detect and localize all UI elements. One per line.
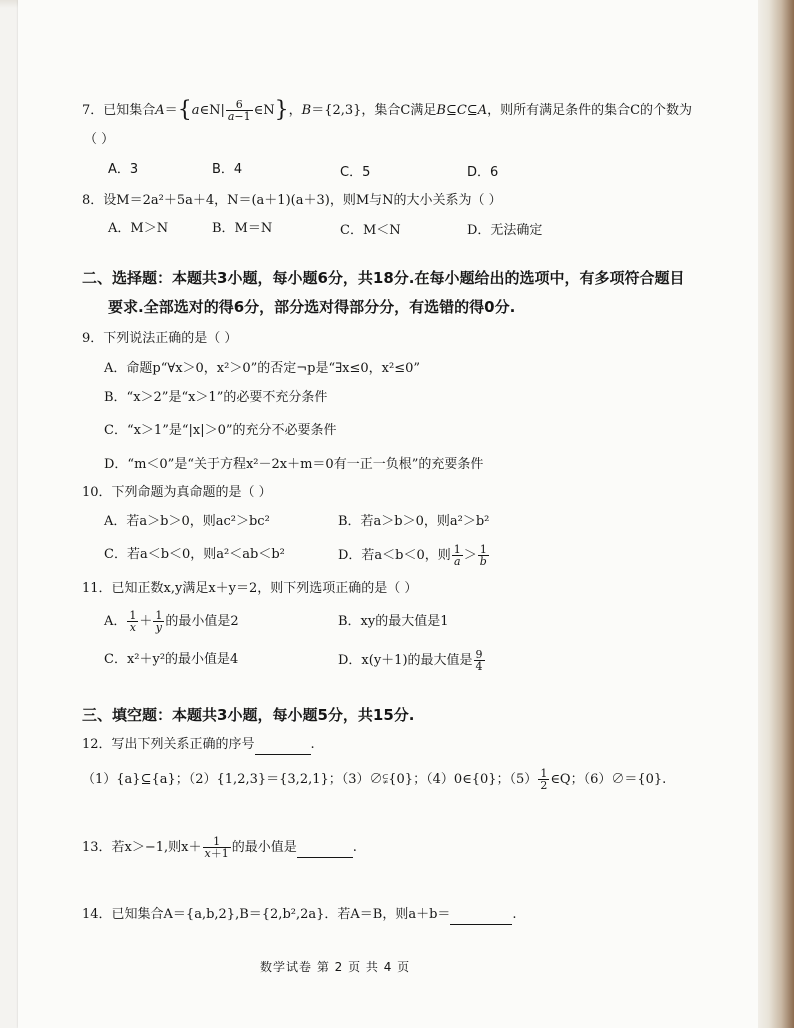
q12-items: （1）{a}⊆{a}；（2）{1,2,3}＝{3,2,1}；（3）∅⫋{0}；（4）0∈{0}；（5） $\frac{1}{2}$ ∈Q；（6）∅＝{0}.: [82, 767, 667, 792]
q11-option-a: A． $\frac{1}{x}$ ＋ $\frac{1}{y}$ 的最小值是2: [104, 609, 239, 634]
q14-stem-text: 14．已知集合A＝{a,b,2},B＝{2,b²,2a}．若A＝B，则a＋b＝: [82, 907, 451, 922]
q7-stem-mid1: ，: [288, 103, 302, 118]
q14-answer-blank[interactable]: [450, 906, 512, 925]
q10-stem: 10．下列命题为真命题的是（ ）: [82, 485, 272, 500]
q9-stem: 9．下列说法正确的是（ ）: [82, 331, 238, 346]
q9-option-c: C．“x＞1”是“|x|＞0”的充分不必要条件: [104, 423, 337, 438]
q8-option-c: C．M＜N: [340, 223, 401, 238]
q14-stem: 14．已知集合A＝{a,b,2},B＝{2,b²,2a}．若A＝B，则a＋b＝ .: [82, 906, 517, 925]
q10-option-a: A．若a＞b＞0，则ac²＞bc²: [104, 514, 270, 529]
q13-stem: 13．若x＞−1,则x＋ $\frac{1}{x+1}$ 的最小值是 .: [82, 835, 357, 860]
q8-option-b: B．M＝N: [212, 221, 273, 236]
q7-stem: 7．已知集合A＝{a∈N| $\frac{6}{a-1}$ ∈N}，B＝{2,3}，集合C满足B⊆C⊆A，则所有满足条件的集合C的个数为: [82, 97, 693, 123]
section2-title-line2: 要求.全部选对的得6分，部分选对得部分分，有选错的得0分.: [108, 298, 516, 316]
q10-option-d-text: D．若a＜b＜0，则: [338, 548, 451, 563]
q11-option-d: D．x(y＋1)的最大值是 $\frac{9}{4}$: [338, 648, 483, 673]
q11-option-a-text: 的最小值是2: [165, 614, 239, 629]
q12-items-text: （1）{a}⊆{a}；（2）{1,2,3}＝{3,2,1}；（3）∅⫋{0}；（4）0∈{0}；（5）: [82, 772, 538, 787]
scan-right-edge: [758, 0, 794, 1028]
q10-option-c: C．若a＜b＜0，则a²＜ab＜b²: [104, 547, 285, 562]
q8-option-a: A．M＞N: [108, 221, 169, 236]
page-footer: 数学试卷 第 2 页 共 4 页: [260, 960, 411, 974]
q13-stem-suffix: 的最小值是: [231, 840, 297, 855]
q12-items-tail: ∈Q；（6）∅＝{0}.: [550, 772, 667, 787]
q7-stem-prefix: 7．已知集合: [82, 103, 156, 118]
q8-stem: 8．设M＝2a²＋5a＋4，N＝(a＋1)(a＋3)，则M与N的大小关系为（ ）: [82, 193, 502, 208]
q12-stem-text: 12．写出下列关系正确的序号: [82, 737, 255, 752]
q11-option-b: B．xy的最大值是1: [338, 614, 449, 629]
q9-option-a: A．命题p“∀x＞0，x²＞0”的否定¬p是“∃x≤0，x²≤0”: [104, 361, 421, 376]
q9-option-d: D．“m＜0”是“关于方程x²－2x＋m＝0有一正一负根”的充要条件: [104, 457, 484, 472]
q13-stem-prefix: 13．若x＞−1,则x＋: [82, 840, 202, 855]
q9-option-b: B．“x＞2”是“x＞1”的必要不充分条件: [104, 390, 328, 405]
q11-option-c: C．x²＋y²的最小值是4: [104, 652, 239, 667]
q11-stem: 11．已知正数x,y满足x＋y＝2，则下列选项正确的是（ ）: [82, 581, 418, 596]
section3-title: 三、填空题：本题共3小题，每小题5分，共15分.: [82, 706, 415, 724]
q12-stem: 12．写出下列关系正确的序号 .: [82, 736, 315, 755]
q10-option-d: D．若a＜b＜0，则 $\frac{1}{a}$ ＞ $\frac{1}{b}$: [338, 543, 487, 568]
q7-option-d: D．6: [467, 165, 499, 180]
q7-paren: （ ）: [84, 132, 115, 147]
q7-option-c: C．5: [340, 165, 371, 180]
q12-answer-blank[interactable]: [255, 736, 311, 755]
q7-option-a: A．3: [108, 162, 139, 177]
section2-title: 二、选择题：本题共3小题，每小题6分，共18分.在每小题给出的选项中，有多项符合题目: [82, 269, 685, 287]
q7-stem-mid2: ，集合C满足: [361, 103, 437, 118]
q8-option-d: D．无法确定: [467, 223, 543, 238]
q10-option-b: B．若a＞b＞0，则a²＞b²: [338, 514, 490, 529]
q7-option-b: B．4: [212, 162, 243, 177]
q7-stem-suffix: ，则所有满足条件的集合C的个数为: [487, 103, 693, 118]
q11-option-d-text: D．x(y＋1)的最大值是: [338, 653, 473, 668]
q13-answer-blank[interactable]: [297, 839, 353, 858]
